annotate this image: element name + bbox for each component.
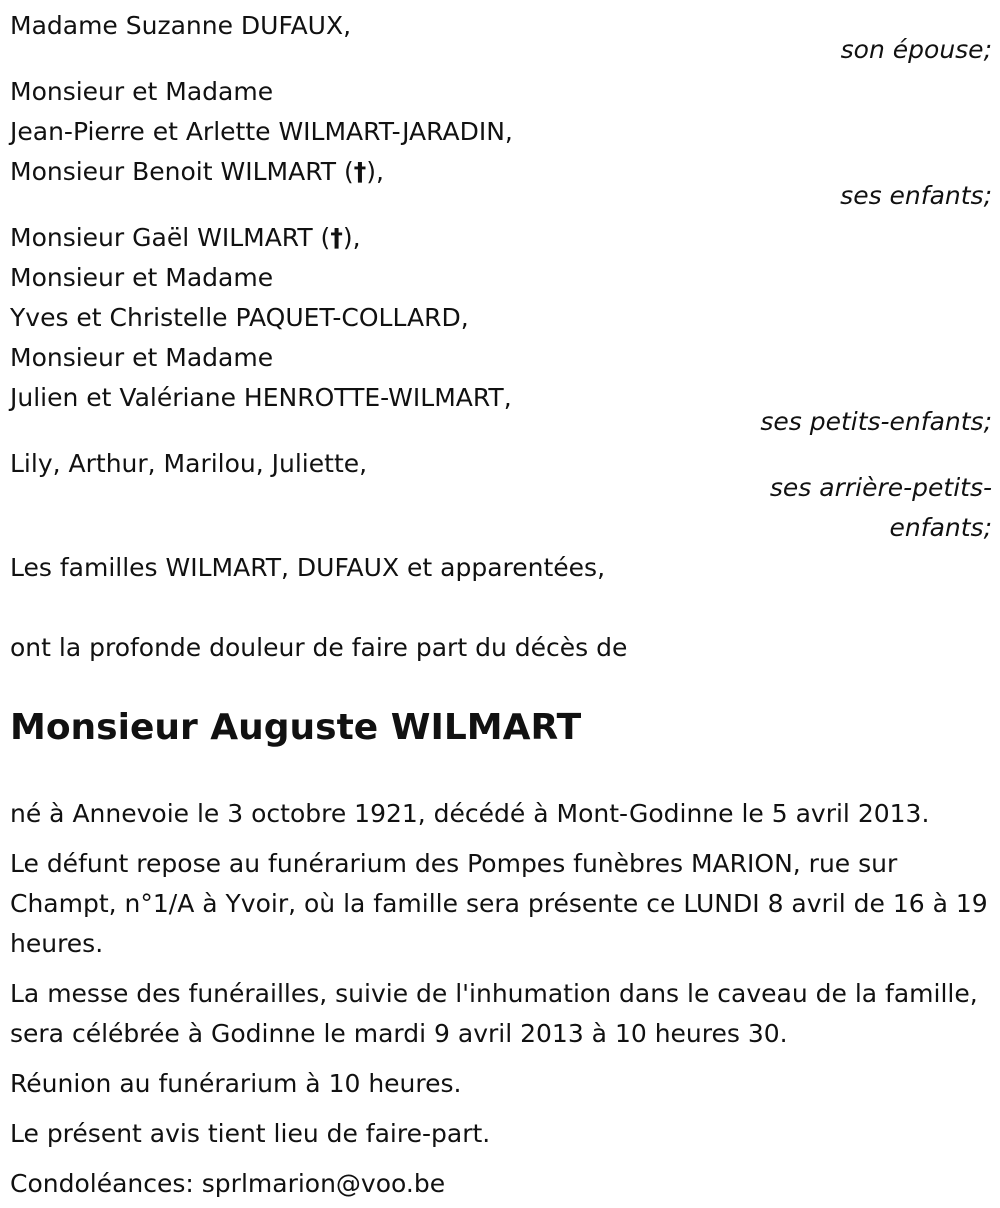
- child-line: Monsieur et Madame: [10, 77, 274, 106]
- notice-paragraph: Le présent avis tient lieu de faire-part.: [10, 1119, 491, 1148]
- grandchild-line: Yves et Christelle PAQUET-COLLARD,: [10, 303, 469, 332]
- grandchild-line: Julien et Valériane HENROTTE-WILMART,: [10, 383, 512, 412]
- meeting-paragraph: Réunion au funérarium à 10 heures.: [10, 1069, 462, 1098]
- visitation-paragraph: Le défunt repose au funérarium des Pompes funèbres MARION, rue sur Champt, n°1/A à Yvoir, où la famille sera présente ce LUNDI 8 avril de 16 à 19 heures.: [10, 849, 988, 958]
- grandchildren-relation: ses petits-enfants;: [760, 407, 992, 436]
- grandchild-deceased-suffix: ),: [342, 223, 361, 252]
- deceased-name: Monsieur Auguste WILMART: [10, 707, 582, 748]
- grandchild-line: Monsieur et Madame: [10, 263, 274, 292]
- grandchild-deceased-name: Monsieur Gaël WILMART (: [10, 223, 331, 252]
- child-line: Jean-Pierre et Arlette WILMART-JARADIN,: [10, 117, 513, 146]
- condolences-paragraph: Condoléances: sprlmarion@voo.be: [10, 1169, 446, 1198]
- cross-icon: †: [330, 223, 343, 252]
- spouse-name: Madame Suzanne DUFAUX,: [10, 11, 352, 40]
- children-relation: ses enfants;: [840, 181, 992, 210]
- grandchild-line: Monsieur et Madame: [10, 343, 274, 372]
- obituary-notice: [10, 0, 992, 1204]
- spouse-relation: son épouse;: [840, 35, 992, 64]
- cross-icon: †: [353, 157, 367, 186]
- announcement-line: ont la profonde douleur de faire part du décès de: [10, 633, 628, 662]
- child-deceased-name: Monsieur Benoit WILMART (: [10, 157, 354, 186]
- families-line: Les familles WILMART, DUFAUX et apparentées,: [10, 553, 606, 582]
- great-grandchildren-line: Lily, Arthur, Marilou, Juliette,: [10, 449, 368, 478]
- birth-death-paragraph: né à Annevoie le 3 octobre 1921, décédé à Mont-Godinne le 5 avril 2013.: [10, 799, 930, 828]
- funeral-paragraph: La messe des funérailles, suivie de l'inhumation dans le caveau de la famille, sera célébrée à Godinne le mardi 9 avril 2013 à 10 heures 30.: [10, 979, 978, 1048]
- grandchild-deceased-line: [10, 218, 992, 258]
- great-grandchildren-relation: ses arrière-petits-enfants;: [769, 473, 992, 542]
- child-deceased-suffix: ),: [366, 157, 384, 186]
